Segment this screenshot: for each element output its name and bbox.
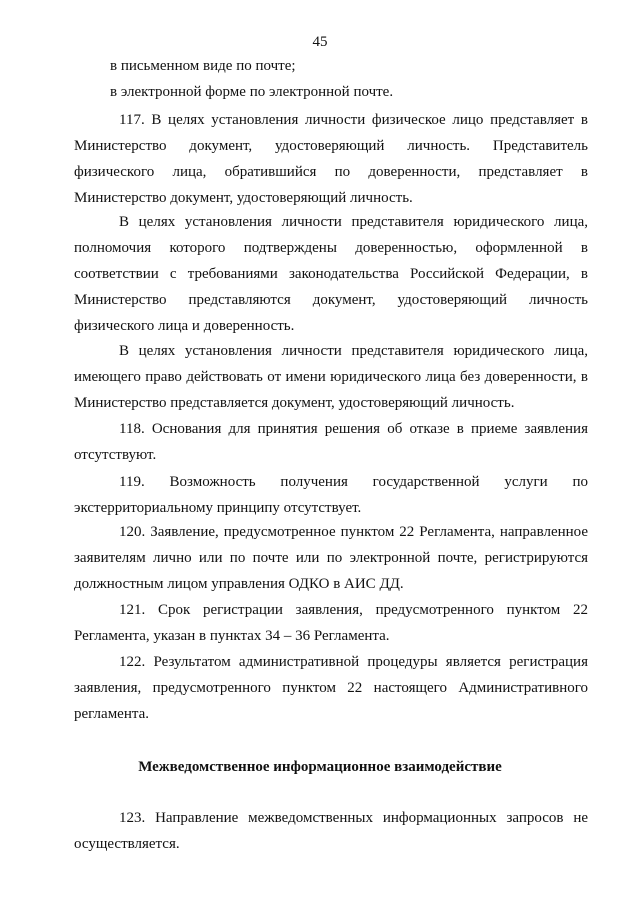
paragraph-118: 118. Основания для принятия решения об отказе в приеме заявления отсутствуют. xyxy=(74,421,588,463)
page-number: 45 xyxy=(312,34,328,50)
paragraph-email: в электронной форме по электронной почте. xyxy=(110,84,394,100)
section-heading: Межведомственное информационное взаимодействие xyxy=(138,759,502,775)
paragraph-legal-rep-no-proxy: В целях установления личности представителя юридического лица, имеющего право действовать от имени юридического лица без доверенности, в Министерство представляется документ, удостоверяющий личность. xyxy=(74,343,588,411)
paragraph-117: 117. В целях установления личности физическое лицо представляет в Министерство документ, удостоверяющий личность. Представитель физического лица, обратившийся по доверенности, представляет в Министерство документ, удостоверяющий личность. xyxy=(74,112,588,206)
paragraph-postal: в письменном виде по почте; xyxy=(110,58,296,74)
paragraph-legal-rep-proxy: В целях установления личности представителя юридического лица, полномочия которого подтверждены доверенностью, оформленной в соответствии с требованиями законодательства Российской Федерации, в Министерство представляются документ, удостоверяющий личность физического лица и доверенность. xyxy=(74,214,588,334)
paragraph-121: 121. Срок регистрации заявления, предусмотренного пунктом 22 Регламента, указан в пунктах 34 – 36 Регламента. xyxy=(74,602,588,644)
paragraph-122: 122. Результатом административной процедуры является регистрация заявления, предусмотренного пунктом 22 настоящего Административного регламента. xyxy=(74,654,588,722)
paragraph-120: 120. Заявление, предусмотренное пунктом 22 Регламента, направленное заявителям лично или по почте или по электронной почте, регистрируются должностным лицом управления ОДКО в АИС ДД. xyxy=(74,524,588,592)
paragraph-123: 123. Направление межведомственных информационных запросов не осуществляется. xyxy=(74,810,588,852)
paragraph-119: 119. Возможность получения государственной услуги по экстерриториальному принципу отсутствует. xyxy=(74,474,588,516)
